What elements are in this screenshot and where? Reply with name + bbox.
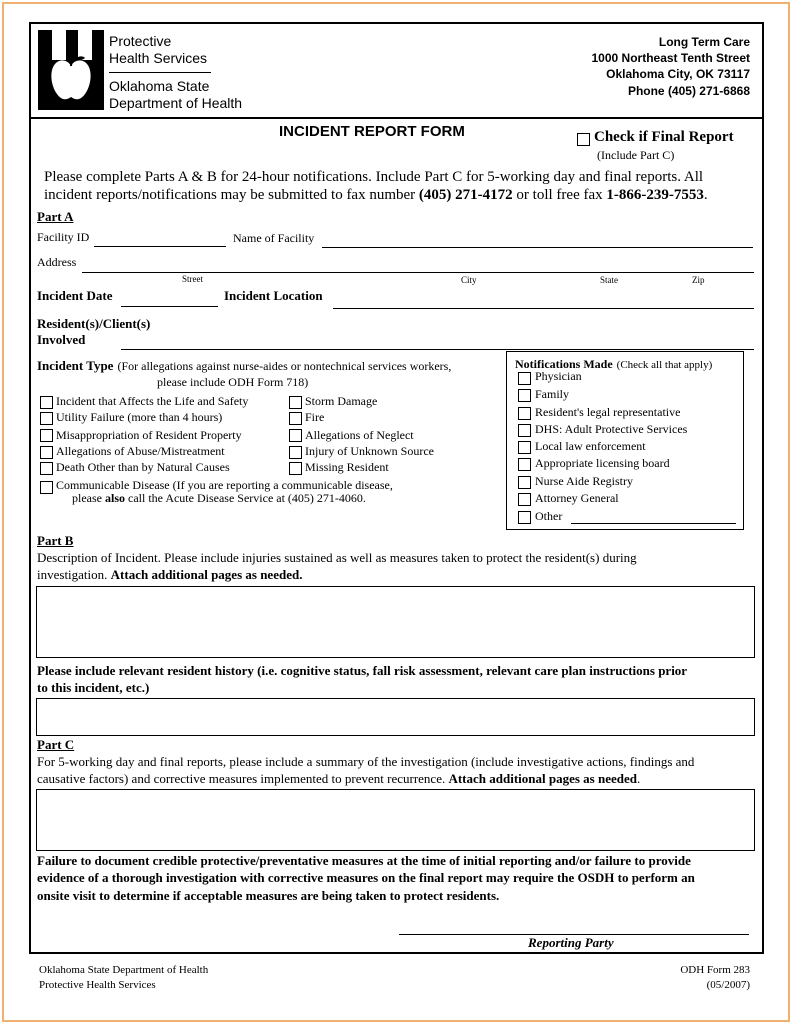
type-utility-failure-label: Utility Failure (more than 4 hours) bbox=[56, 410, 223, 424]
type-misappropriation-label: Misappropriation of Resident Property bbox=[56, 428, 242, 442]
final-report-note: (Include Part C) bbox=[597, 148, 675, 162]
residents-label-1: Resident(s)/Client(s) bbox=[37, 316, 151, 331]
type-fire-checkbox[interactable] bbox=[289, 412, 302, 425]
notify-physician-checkbox[interactable] bbox=[518, 372, 531, 385]
residents-field[interactable] bbox=[121, 349, 754, 350]
address-line2: 1000 Northeast Tenth Street bbox=[591, 51, 750, 65]
notify-other-field[interactable] bbox=[571, 523, 736, 524]
footer-left-line1: Oklahoma State Department of Health bbox=[39, 964, 209, 976]
facility-id-field[interactable] bbox=[94, 246, 226, 247]
part-c-heading: Part C bbox=[37, 737, 75, 752]
org-line3: Oklahoma State bbox=[109, 78, 210, 94]
notify-licensing-board-label: Appropriate licensing board bbox=[535, 456, 670, 470]
notify-other-checkbox[interactable] bbox=[518, 511, 531, 524]
type-storm-damage-checkbox[interactable] bbox=[289, 396, 302, 409]
odh-logo-icon bbox=[38, 30, 104, 110]
incident-date-label: Incident Date bbox=[37, 288, 113, 303]
type-misappropriation-checkbox[interactable] bbox=[40, 429, 53, 442]
notify-physician-label: Physician bbox=[535, 369, 582, 383]
notify-attorney-general-label: Attorney General bbox=[535, 491, 619, 505]
warning-line3: onsite visit to determine if acceptable measures are being taken to protect residents. bbox=[37, 888, 500, 903]
street-label: Street bbox=[182, 274, 203, 284]
incident-type-heading: Incident Type (For allegations against nurse-aides or nontechnical services workers, bbox=[37, 358, 452, 373]
notify-other-label: Other bbox=[535, 509, 563, 523]
history-line2: to this incident, etc.) bbox=[37, 680, 150, 695]
org-line2: Health Services bbox=[109, 50, 208, 66]
communicable-line1: Communicable Disease (If you are reporting a communicable disease, bbox=[56, 478, 393, 492]
part-c-desc-line2: causative factors) and corrective measures implemented to prevent recurrence. Attach additional pages as needed. bbox=[37, 771, 641, 786]
facility-name-field[interactable] bbox=[322, 247, 753, 248]
type-fire-label: Fire bbox=[305, 410, 325, 424]
final-report-label: Check if Final Report bbox=[594, 129, 734, 145]
footer-right-line2: (05/2007) bbox=[706, 979, 750, 991]
city-label: City bbox=[461, 275, 477, 285]
notify-legal-rep-label: Resident's legal representative bbox=[535, 405, 681, 419]
zip-label: Zip bbox=[692, 275, 705, 285]
type-life-safety-checkbox[interactable] bbox=[40, 396, 53, 409]
facility-id-label: Facility ID bbox=[37, 230, 90, 244]
type-missing-resident-checkbox[interactable] bbox=[289, 462, 302, 475]
communicable-line2: please also call the Acute Disease Service at (405) 271-4060. bbox=[72, 491, 366, 505]
facility-name-label: Name of Facility bbox=[233, 231, 315, 245]
notify-dhs-label: DHS: Adult Protective Services bbox=[535, 422, 688, 436]
type-death-checkbox[interactable] bbox=[40, 462, 53, 475]
address-line3: Oklahoma City, OK 73117 bbox=[606, 67, 750, 81]
type-abuse-label: Allegations of Abuse/Mistreatment bbox=[56, 444, 225, 458]
notify-dhs-checkbox[interactable] bbox=[518, 424, 531, 437]
type-life-safety-label: Incident that Affects the Life and Safety bbox=[56, 394, 249, 408]
notify-licensing-board-checkbox[interactable] bbox=[518, 458, 531, 471]
type-injury-unknown-label: Injury of Unknown Source bbox=[305, 444, 434, 458]
type-storm-damage-label: Storm Damage bbox=[305, 394, 378, 408]
final-report-checkbox[interactable] bbox=[577, 133, 590, 146]
state-label: State bbox=[600, 275, 618, 285]
notify-legal-rep-checkbox[interactable] bbox=[518, 407, 531, 420]
org-line4: Department of Health bbox=[109, 95, 243, 111]
intro-tollfree: 1-866-239-7553 bbox=[606, 187, 704, 203]
header-divider bbox=[31, 117, 762, 119]
warning-line2: evidence of a thorough investigation with corrective measures on the final report may require the OSDH to perform an bbox=[37, 870, 695, 885]
type-utility-failure-checkbox[interactable] bbox=[40, 412, 53, 425]
incident-description-field[interactable] bbox=[36, 586, 755, 658]
address-line4: Phone (405) 271-6868 bbox=[627, 84, 750, 98]
investigation-summary-field[interactable] bbox=[36, 789, 755, 851]
notifications-heading: Notifications Made (Check all that apply) bbox=[515, 357, 713, 371]
org-divider bbox=[109, 72, 211, 73]
footer-left-line2: Protective Health Services bbox=[39, 979, 156, 991]
reporting-party-label: Reporting Party bbox=[528, 935, 614, 950]
type-neglect-label: Allegations of Neglect bbox=[305, 428, 414, 442]
notify-law-enforcement-label: Local law enforcement bbox=[535, 439, 646, 453]
part-b-desc-line1: Description of Incident. Please include injuries sustained as well as measures taken to protect the resident(s) during bbox=[37, 550, 637, 565]
address-label: Address bbox=[37, 255, 77, 269]
type-abuse-checkbox[interactable] bbox=[40, 446, 53, 459]
incident-type-note-2: please include ODH Form 718) bbox=[157, 375, 309, 389]
incident-location-label: Incident Location bbox=[224, 288, 323, 303]
notify-nurse-aide-label: Nurse Aide Registry bbox=[535, 474, 633, 488]
address-line1: Long Term Care bbox=[658, 35, 750, 49]
intro-line2: incident reports/notifications may be submitted to fax number (405) 271-4172 or toll free fax 1-866-239-7553. bbox=[44, 187, 708, 203]
type-neglect-checkbox[interactable] bbox=[289, 429, 302, 442]
notify-family-checkbox[interactable] bbox=[518, 389, 531, 402]
incident-date-field[interactable] bbox=[121, 306, 218, 307]
type-death-label: Death Other than by Natural Causes bbox=[56, 460, 230, 474]
part-b-desc-line2: investigation. Attach additional pages as needed. bbox=[37, 567, 303, 582]
footer-right-line1: ODH Form 283 bbox=[680, 964, 750, 976]
resident-history-field[interactable] bbox=[36, 698, 755, 736]
type-injury-unknown-checkbox[interactable] bbox=[289, 446, 302, 459]
notify-nurse-aide-checkbox[interactable] bbox=[518, 476, 531, 489]
part-b-heading: Part B bbox=[37, 533, 74, 548]
part-a-heading: Part A bbox=[37, 209, 74, 224]
intro-fax: (405) 271-4172 bbox=[418, 187, 513, 203]
notify-family-label: Family bbox=[535, 387, 570, 401]
intro-line1: Please complete Parts A & B for 24-hour notifications. Include Part C for 5-working day and final reports. All bbox=[44, 169, 704, 185]
notify-law-enforcement-checkbox[interactable] bbox=[518, 441, 531, 454]
history-line1: Please include relevant resident history (i.e. cognitive status, fall risk assessment, relevant care plan instructions prior bbox=[37, 663, 688, 678]
type-communicable-checkbox[interactable] bbox=[40, 481, 53, 494]
warning-line1: Failure to document credible protective/preventative measures at the time of initial reporting and/or failure to provide bbox=[37, 853, 691, 868]
type-missing-resident-label: Missing Resident bbox=[305, 460, 389, 474]
address-field[interactable] bbox=[82, 272, 754, 273]
form-title: INCIDENT REPORT FORM bbox=[279, 123, 465, 140]
org-line1: Protective bbox=[109, 33, 172, 49]
incident-location-field[interactable] bbox=[333, 308, 754, 309]
part-c-desc-line1: For 5-working day and final reports, please include a summary of the investigation (include investigative actions, findings and bbox=[37, 754, 695, 769]
notify-attorney-general-checkbox[interactable] bbox=[518, 493, 531, 506]
residents-label-2: Involved bbox=[37, 332, 86, 347]
